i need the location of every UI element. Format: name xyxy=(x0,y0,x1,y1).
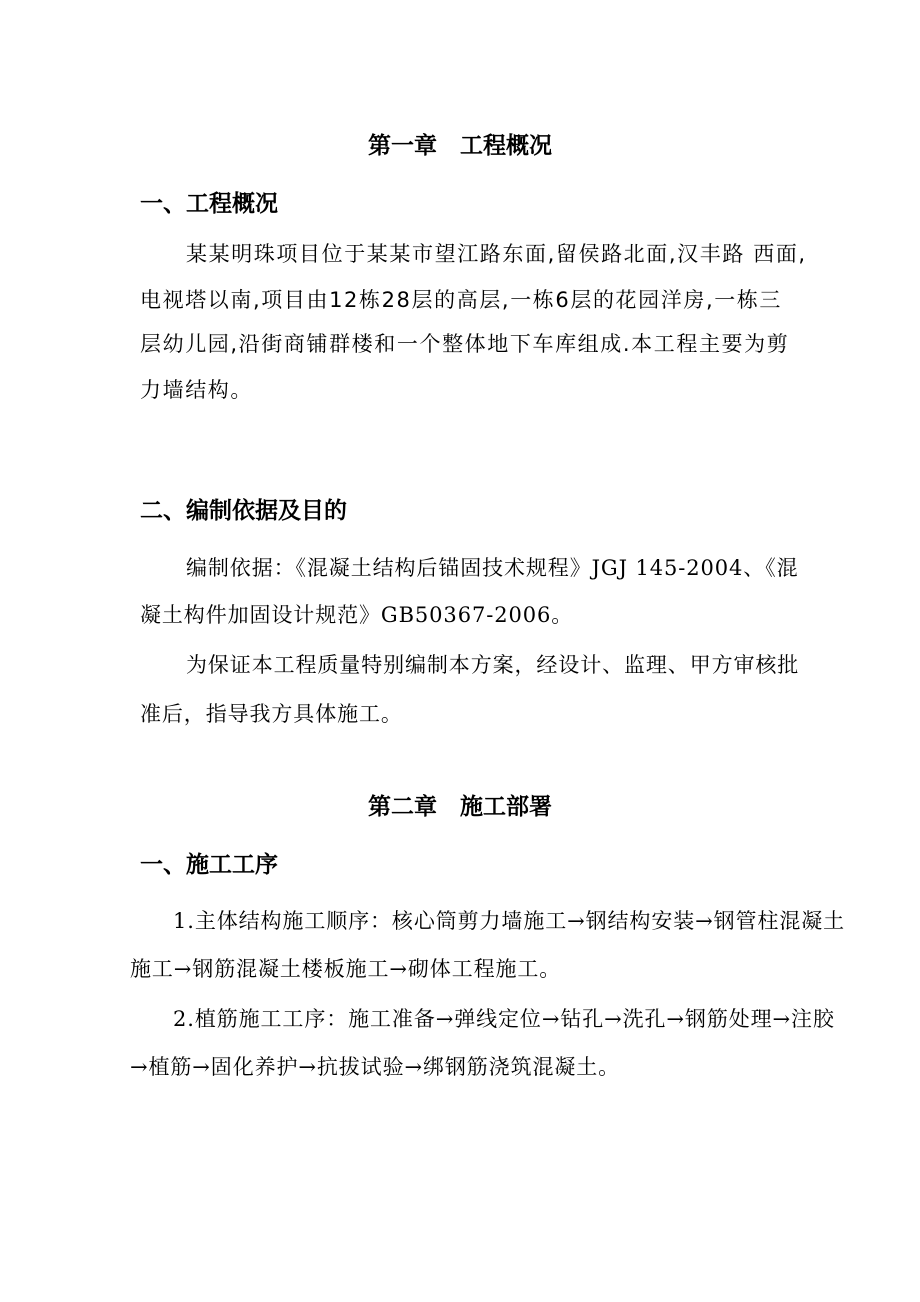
paragraph-line: 力墙结构。 xyxy=(140,378,253,402)
paragraph-line: 为保证本工程质量特别编制本方案，经设计、监理、甲方审核批 xyxy=(186,653,800,677)
section-heading-process: 一、施工工序 xyxy=(140,851,278,878)
paragraph-line: 某某明珠项目位于某某市望江路东面,留侯路北面,汉丰路 西面, xyxy=(186,242,807,266)
section-heading-basis: 二、编制依据及目的 xyxy=(140,497,347,524)
paragraph-line: 施工→钢筋混凝土楼板施工→砌体工程施工。 xyxy=(130,957,562,981)
chapter-title-2: 第二章 施工部署 xyxy=(368,793,552,820)
paragraph-line: 凝土构件加固设计规范》GB50367-2006。 xyxy=(140,603,574,627)
chapter-title-1: 第一章 工程概况 xyxy=(368,132,552,159)
paragraph-line: 1.主体结构施工顺序：核心筒剪力墙施工→钢结构安装→钢管柱混凝土 xyxy=(173,909,846,933)
section-heading-overview: 一、工程概况 xyxy=(140,190,278,217)
paragraph-line: 电视塔以南,项目由12栋28层的高层,一栋6层的花园洋房,一栋三 xyxy=(140,288,783,312)
paragraph-line: →植筋→固化养护→抗拔试验→绑钢筋浇筑混凝土。 xyxy=(130,1055,621,1079)
paragraph-line: 编制依据：《混凝土结构后锚固技术规程》JGJ 145-2004、《混 xyxy=(186,556,799,580)
paragraph-line: 准后，指导我方具体施工。 xyxy=(140,702,403,726)
paragraph-line: 层幼儿园,沿街商铺群楼和一个整体地下车库组成.本工程主要为剪 xyxy=(140,332,790,356)
paragraph-line: 2.植筋施工工序：施工准备→弹线定位→钻孔→洗孔→钢筋处理→注胶 xyxy=(173,1007,835,1031)
